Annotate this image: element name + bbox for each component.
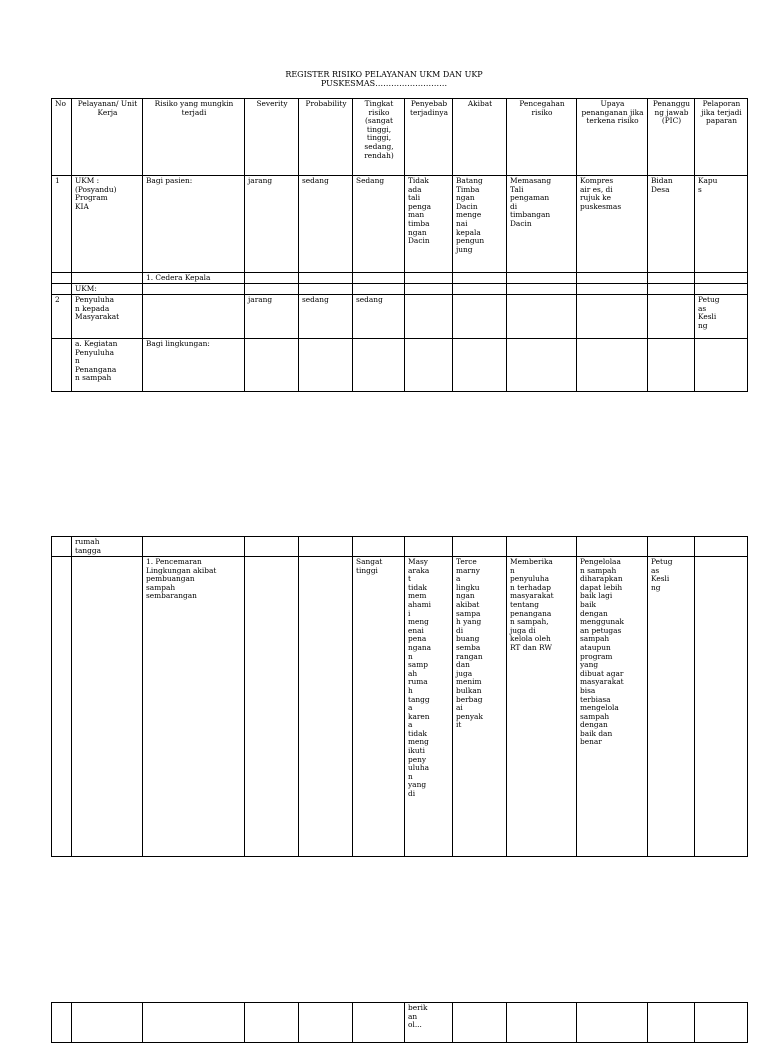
table-cell (245, 537, 299, 557)
table-cell: UKM : (Posyandu) Program KIA (72, 176, 143, 273)
table-cell (577, 537, 648, 557)
table-cell: Sangat tinggi (353, 557, 405, 857)
table-cell: rumah tangga (72, 537, 143, 557)
table-cell (695, 1003, 748, 1043)
table-cell (507, 284, 577, 295)
table-cell: Petug as Kesli ng (648, 557, 695, 857)
document-title: REGISTER RISIKO PELAYANAN UKM DAN UKP (285, 70, 483, 79)
table-cell (52, 284, 72, 295)
table-cell: Sedang (353, 176, 405, 273)
table-cell: a. Kegiatan Penyuluha n Penangana n sampah (72, 339, 143, 392)
table-cell: Bagi pasien: (143, 176, 245, 273)
table-cell: Terce marny a lingku ngan akibat sampa h yang di buang semba rangan dan juga menim bulkan berbag ai penyak it (453, 557, 507, 857)
table-cell (143, 284, 245, 295)
header-cell: Akibat (453, 99, 507, 176)
table-cell (648, 339, 695, 392)
table-cell (648, 273, 695, 284)
table-cell (72, 557, 143, 857)
table-cell (507, 537, 577, 557)
table-cell (577, 273, 648, 284)
table-row (52, 273, 748, 284)
risk-register-table-page-2 (51, 536, 748, 857)
table-cell: Memberika n penyuluha n terhadap masyarakat tentang penangana n sampah, juga di kelola oleh RT dan RW (507, 557, 577, 857)
table-cell (453, 273, 507, 284)
table-cell (52, 1003, 72, 1043)
header-cell: Pencegahan risiko (507, 99, 577, 176)
table-cell (695, 537, 748, 557)
table-cell: 1. Pencemaran Lingkungan akibat pembuangan sampah sembarangan (143, 557, 245, 857)
table-cell (453, 284, 507, 295)
table-cell (143, 537, 245, 557)
table-row (52, 284, 748, 295)
table-cell: UKM: (72, 284, 143, 295)
table-row (52, 339, 748, 392)
table-cell (405, 273, 453, 284)
table-cell: jarang (245, 176, 299, 273)
table-cell (577, 295, 648, 339)
table-cell (143, 1003, 245, 1043)
table-cell (245, 557, 299, 857)
risk-register-table-page-3 (51, 1002, 748, 1043)
table-cell: Kompres air es, di rujuk ke puskesmas (577, 176, 648, 273)
table-cell (353, 273, 405, 284)
table-cell (299, 1003, 353, 1043)
table-cell: Memasang Tali pengaman di timbangan Dacin (507, 176, 577, 273)
table-cell: Masy araka t tidak mem ahami i meng enai pena ngana n samp ah ruma h tangg a karen a tidak meng ikuti peny uluha n yang di (405, 557, 453, 857)
table-cell (648, 1003, 695, 1043)
table-cell: 2 (52, 295, 72, 339)
header-cell: Probability (299, 99, 353, 176)
table-cell (507, 339, 577, 392)
table-cell (405, 284, 453, 295)
header-cell: Penyebab terjadinya (405, 99, 453, 176)
table-cell: Tidak ada tali penga man timba ngan Dacin (405, 176, 453, 273)
table-cell: jarang (245, 295, 299, 339)
table-cell (695, 557, 748, 857)
table-cell (143, 295, 245, 339)
table-cell (299, 339, 353, 392)
table-cell: Petug as Kesli ng (695, 295, 748, 339)
table-cell: sedang (299, 176, 353, 273)
table-cell (245, 1003, 299, 1043)
table-cell (299, 537, 353, 557)
header-cell: Penanggu ng jawab (PIC) (648, 99, 695, 176)
table-cell (299, 273, 353, 284)
table-cell (353, 1003, 405, 1043)
table-cell: berik an ol... (405, 1003, 453, 1043)
table-cell (507, 273, 577, 284)
table-cell: 1 (52, 176, 72, 273)
table-cell (453, 1003, 507, 1043)
table-cell: Pengelolaa n sampah diharapkan dapat lebih baik lagi baik dengan menggunak an petugas sampah ataupun program yang dibuat agar masyarakat bisa terbiasa mengelola sampah dengan baik dan benar (577, 557, 648, 857)
table-cell (405, 295, 453, 339)
table-cell: Batang Timba ngan Dacin menge nai kepala pengun jung (453, 176, 507, 273)
table-cell: Penyuluha n kepada Masyarakat (72, 295, 143, 339)
table-cell (245, 273, 299, 284)
table-cell (245, 339, 299, 392)
table-cell (453, 295, 507, 339)
header-cell: Pelaporan jika terjadi paparan (695, 99, 748, 176)
table-row (52, 1003, 748, 1043)
table-row (52, 557, 748, 857)
table-cell (299, 557, 353, 857)
table-cell (353, 284, 405, 295)
header-cell: Risiko yang mungkin terjadi (143, 99, 245, 176)
header-cell: Upaya penanganan jika terkena risiko (577, 99, 648, 176)
table-cell: Kapu s (695, 176, 748, 273)
table-cell (405, 339, 453, 392)
table-cell (72, 1003, 143, 1043)
table-cell (577, 339, 648, 392)
table-cell (695, 339, 748, 392)
table-cell (648, 537, 695, 557)
table-cell (648, 284, 695, 295)
header-cell: Tingkat risiko (sangat tinggi, tinggi, sedang, rendah) (353, 99, 405, 176)
table-cell (695, 284, 748, 295)
table-cell (245, 284, 299, 295)
table-cell (405, 537, 453, 557)
table-cell (507, 295, 577, 339)
table-cell (52, 339, 72, 392)
table-row (52, 295, 748, 339)
table-cell (577, 1003, 648, 1043)
table-cell (453, 339, 507, 392)
table-cell (695, 273, 748, 284)
table-cell: sedang (353, 295, 405, 339)
table-cell (577, 284, 648, 295)
table-cell (299, 284, 353, 295)
table-row (52, 537, 748, 557)
table-cell: sedang (299, 295, 353, 339)
table-cell (52, 537, 72, 557)
table-cell (507, 1003, 577, 1043)
table-cell (72, 273, 143, 284)
risk-register-table-page-1 (51, 98, 748, 392)
header-row (52, 99, 748, 176)
table-cell (453, 537, 507, 557)
document-subtitle: PUSKESMAS……………………… (320, 79, 448, 88)
table-cell (52, 557, 72, 857)
table-cell: Bidan Desa (648, 176, 695, 273)
table-cell (648, 295, 695, 339)
table-row (52, 176, 748, 273)
header-cell: Severity (245, 99, 299, 176)
table-cell: 1. Cedera Kepala (143, 273, 245, 284)
table-cell: Bagi lingkungan: (143, 339, 245, 392)
table-cell (52, 273, 72, 284)
header-cell: Pelayanan/ Unit Kerja (72, 99, 143, 176)
header-cell: No (52, 99, 72, 176)
table-cell (353, 537, 405, 557)
table-cell (353, 339, 405, 392)
